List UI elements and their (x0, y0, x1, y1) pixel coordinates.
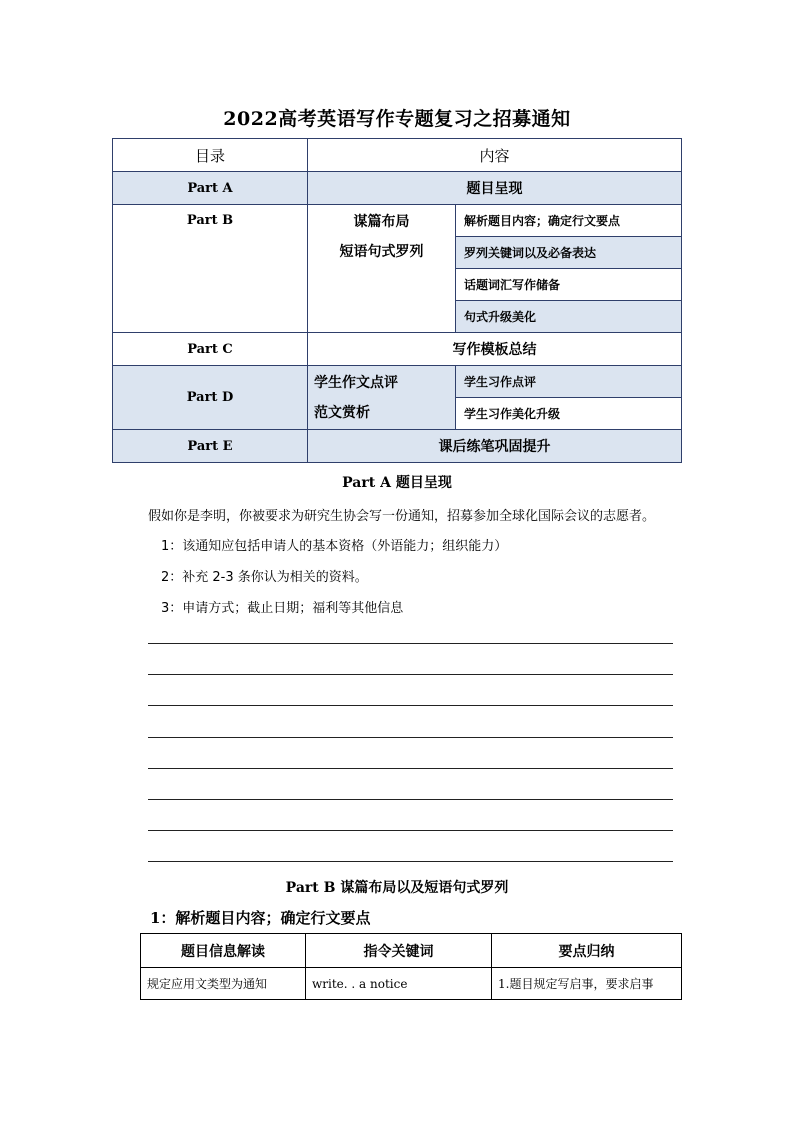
toc-part-d-left-line2: 范文赏析 (314, 404, 370, 421)
toc-table (112, 138, 682, 463)
toc-part-d-item: 学生习作美化升级 (456, 398, 682, 430)
writing-line (148, 737, 673, 738)
toc-part-c-label: Part C (113, 333, 308, 366)
writing-line (148, 643, 673, 644)
toc-part-b-item: 句式升级美化 (456, 301, 682, 333)
section-a-prompt: 假如你是李明，你被要求为研究生协会写一份通知，招募参加全球化国际会议的志愿者。 (148, 509, 656, 524)
toc-part-b-label: Part B (113, 205, 308, 333)
toc-part-b-item: 罗列关键词以及必备表达 (456, 237, 682, 269)
toc-part-b-item: 话题词汇写作储备 (456, 269, 682, 301)
analysis-cell: 1.题目规定写启事，要求启事 (492, 968, 682, 1000)
toc-part-d-item: 学生习作点评 (456, 366, 682, 398)
analysis-header: 指令关键词 (306, 934, 492, 968)
toc-part-b-left (308, 205, 456, 333)
analysis-table (140, 933, 682, 1000)
toc-part-c-content: 写作模板总结 (308, 333, 682, 366)
writing-line (148, 768, 673, 769)
toc-part-d-left (308, 366, 456, 430)
section-a-item: 2：补充 2-3 条你认为相关的资料。 (161, 570, 368, 585)
toc-part-e-label: Part E (113, 430, 308, 463)
analysis-cell: write. . a notice (306, 968, 492, 1000)
section-a-heading: Part A 题目呈现 (342, 475, 452, 491)
table-row (141, 968, 682, 1000)
writing-line (148, 830, 673, 831)
section-b-heading: Part B 谋篇布局以及短语句式罗列 (285, 880, 509, 896)
section-a-item: 3：申请方式；截止日期；福利等其他信息 (161, 601, 404, 616)
writing-line (148, 705, 673, 706)
writing-line (148, 799, 673, 800)
analysis-cell: 规定应用文类型为通知 (141, 968, 306, 1000)
toc-header-content: 内容 (308, 139, 682, 172)
toc-header-catalog: 目录 (113, 139, 308, 172)
toc-part-a-content: 题目呈现 (308, 172, 682, 205)
toc-part-b-item: 解析题目内容；确定行文要点 (456, 205, 682, 237)
toc-part-b-left-line1: 谋篇布局 (353, 214, 410, 230)
section-a-item: 1：该通知应包括申请人的基本资格（外语能力；组织能力） (161, 539, 508, 554)
toc-part-e-content: 课后练笔巩固提升 (308, 430, 682, 463)
toc-part-a-label: Part A (113, 172, 308, 205)
toc-part-d-left-line1: 学生作文点评 (314, 374, 398, 391)
writing-line (148, 674, 673, 675)
page-title: 2022高考英语写作专题复习之招募通知 (223, 108, 571, 130)
writing-line (148, 861, 673, 862)
toc-part-b-left-line2: 短语句式罗列 (339, 244, 424, 260)
analysis-header: 题目信息解读 (141, 934, 306, 968)
section-b-subheading: 1：解析题目内容；确定行文要点 (150, 909, 371, 927)
toc-part-d-label: Part D (113, 366, 308, 430)
analysis-header: 要点归纳 (492, 934, 682, 968)
